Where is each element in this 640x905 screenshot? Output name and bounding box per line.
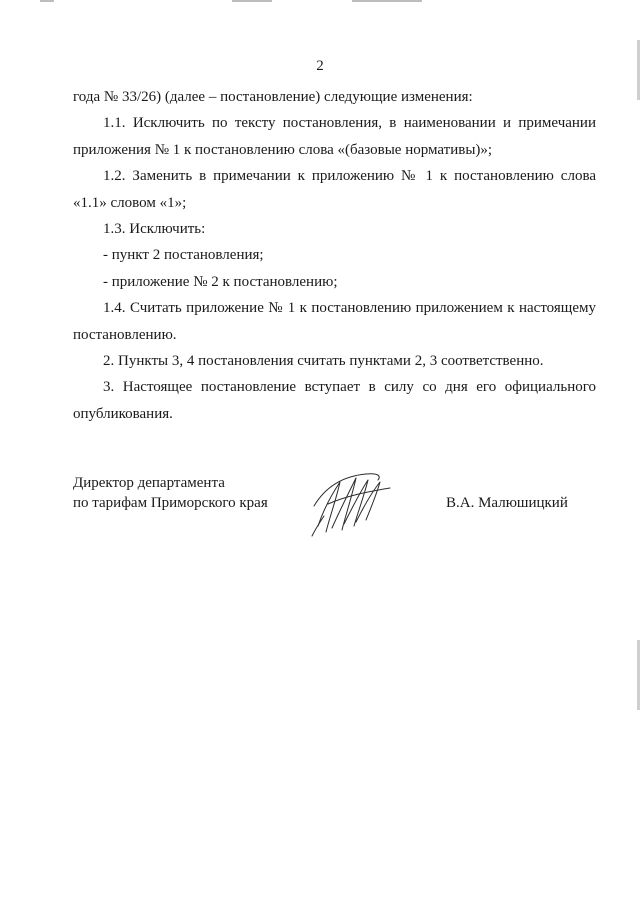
paragraph-1-4: 1.4. Считать приложение № 1 к постановлению приложением к настоящему постановлению. bbox=[73, 300, 596, 343]
handwritten-signature bbox=[306, 466, 402, 540]
signatory-title bbox=[73, 473, 268, 513]
page-number: 2 bbox=[316, 58, 324, 74]
paragraph-3: 3. Настоящее постановление вступает в силу со дня его официального опубликования. bbox=[73, 379, 596, 422]
document-body bbox=[73, 84, 596, 427]
paragraph-1-2: 1.2. Заменить в примечании к приложению № 1 к постановлению слова «1.1» словом «1»; bbox=[73, 168, 596, 211]
signatory-title-line-1: Директор департамента bbox=[73, 475, 225, 491]
paragraph-2: 2. Пункты 3, 4 постановления считать пунктами 2, 3 соответственно. bbox=[103, 353, 544, 370]
paragraph-intro: года № 33/26) (далее – постановление) следующие изменения: bbox=[73, 89, 473, 105]
paragraph-1-3-item-2: - приложение № 2 к постановлению; bbox=[103, 273, 338, 290]
paragraph-1-3-item-1: - пункт 2 постановления; bbox=[103, 247, 264, 264]
signatory-title-line-2: по тарифам Приморского края bbox=[73, 495, 268, 511]
paragraph-1-1: 1.1. Исключить по тексту постановления, в наименовании и примечании приложения № 1 к постановлению слова «(базовые нормативы)»; bbox=[73, 115, 596, 158]
scan-edge-top bbox=[0, 0, 640, 3]
signatory-name: В.А. Малюшицкий bbox=[446, 495, 568, 511]
paragraph-1-3: 1.3. Исключить: bbox=[103, 221, 206, 238]
scan-edge-right bbox=[636, 0, 640, 905]
